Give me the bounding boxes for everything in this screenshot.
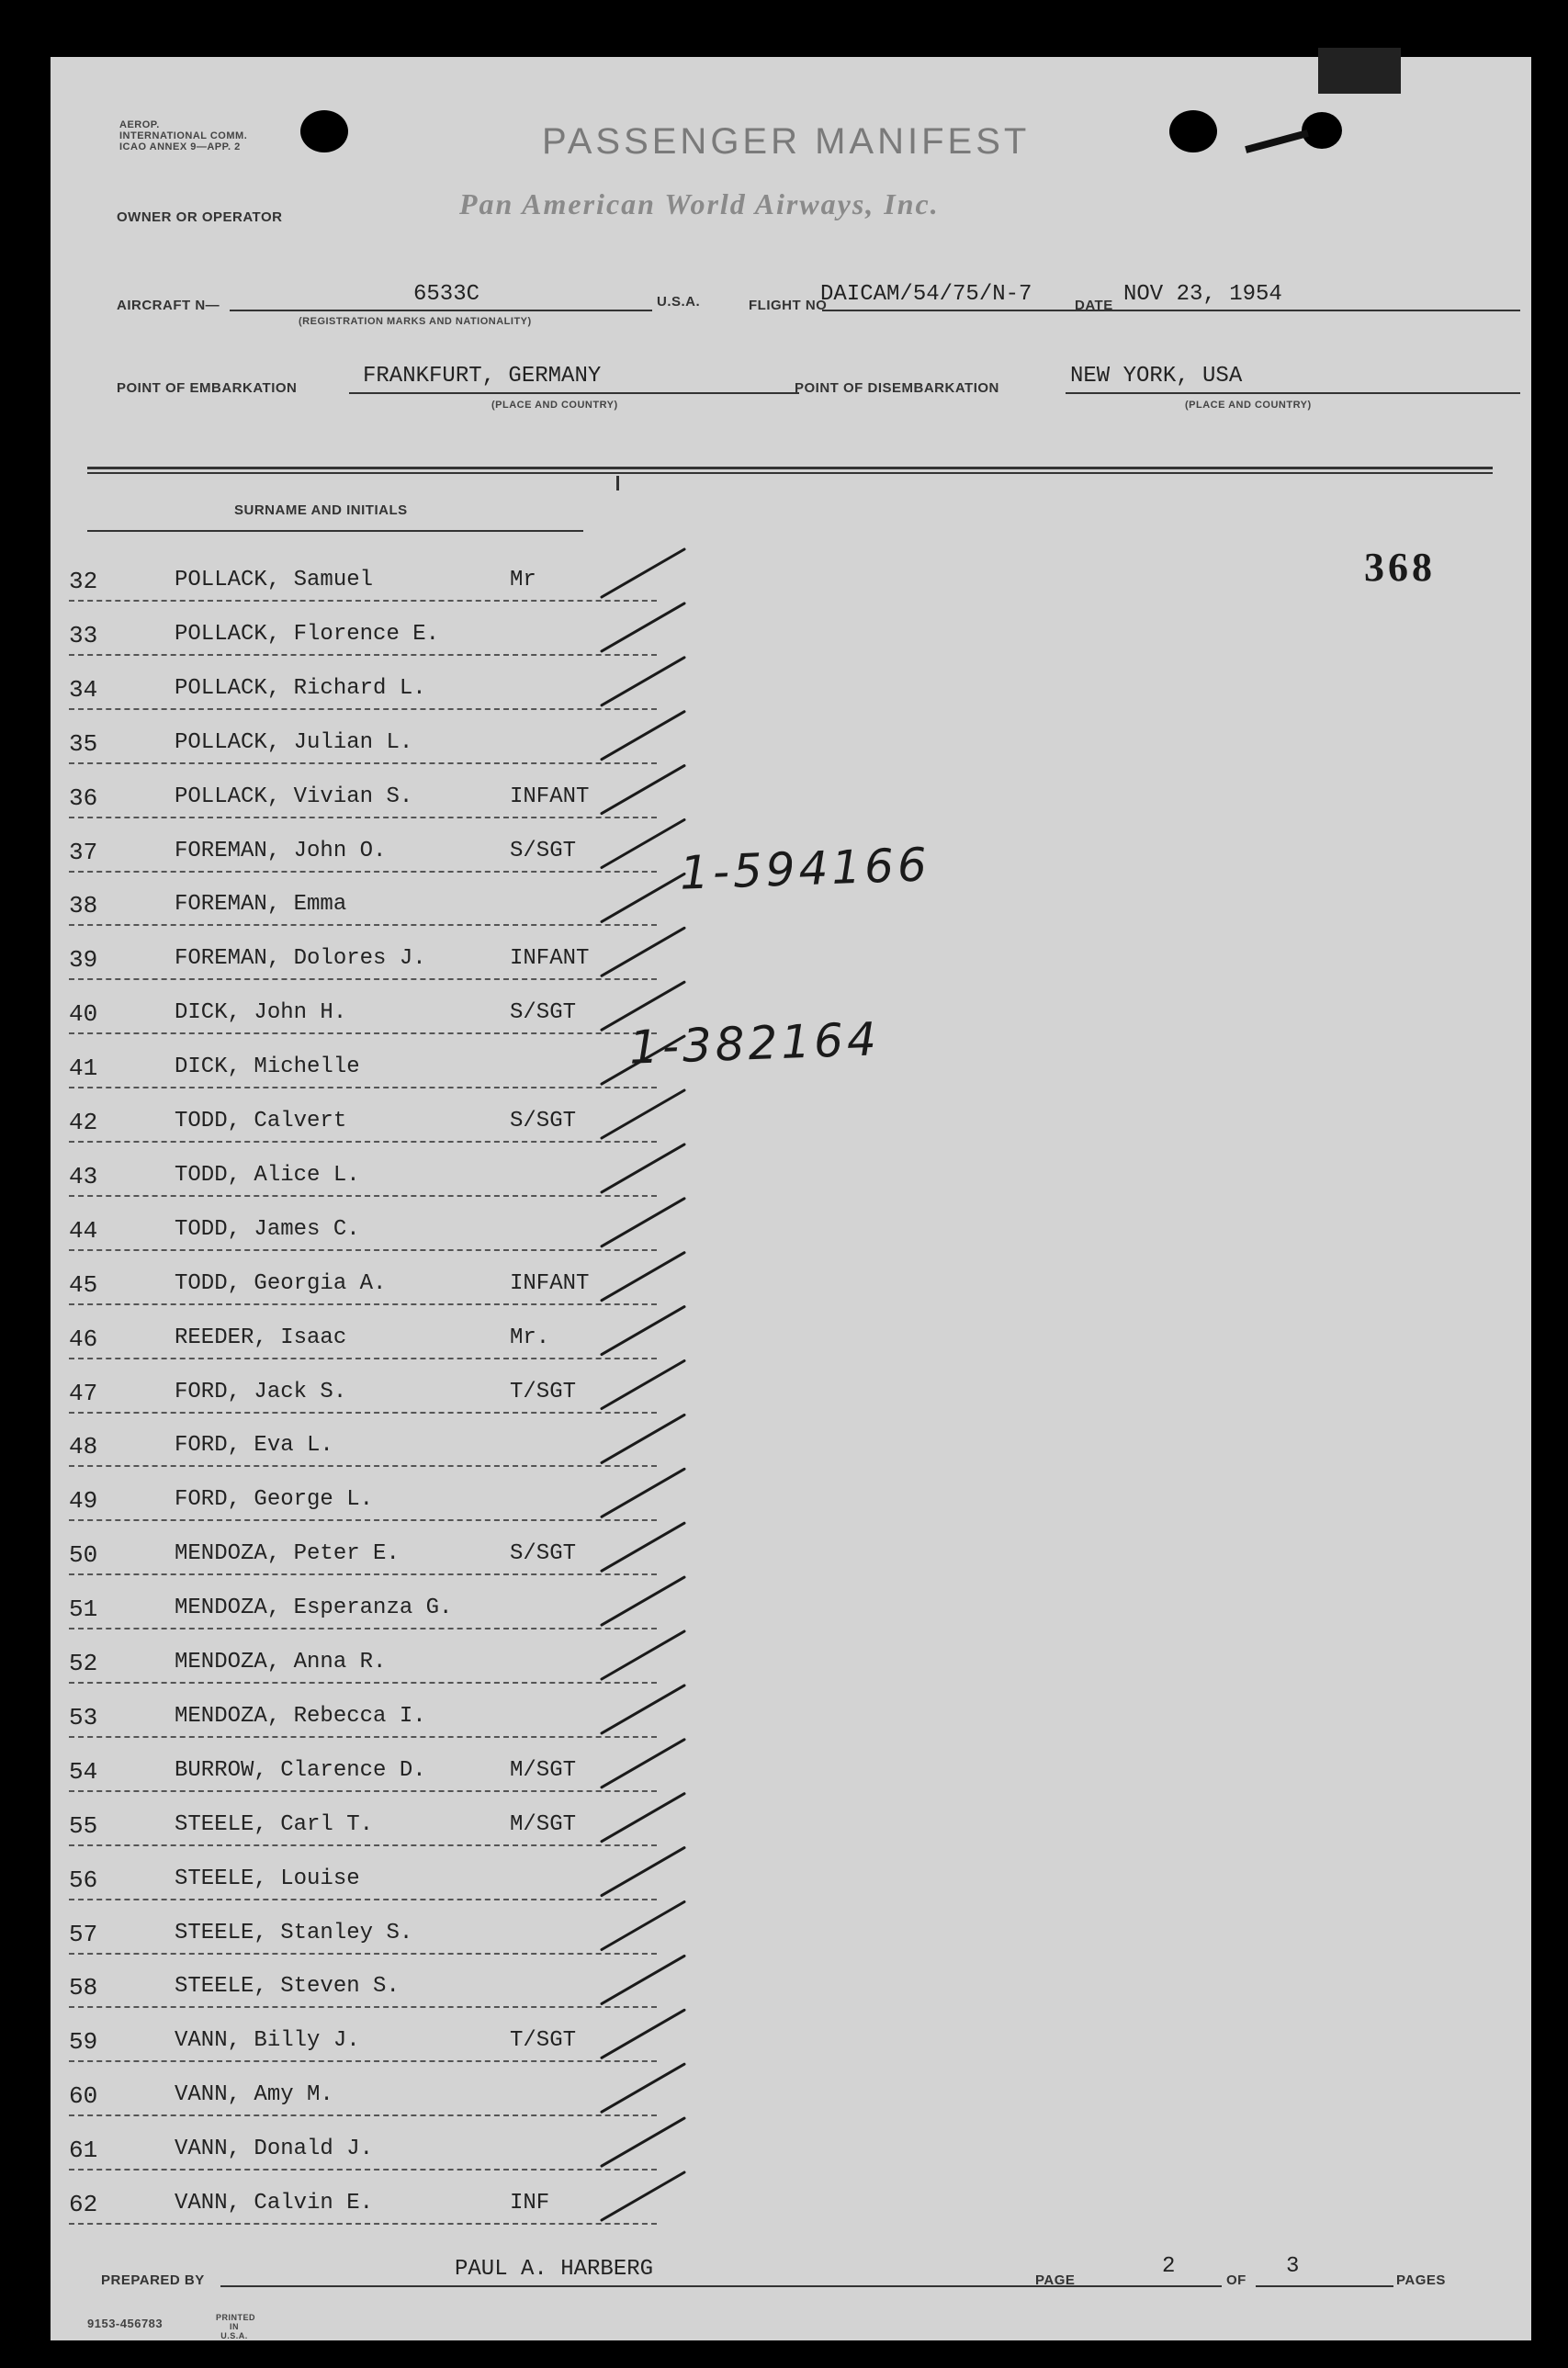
row-underline <box>69 1303 657 1305</box>
passenger-number: 53 <box>69 1703 98 1731</box>
passenger-name: FOREMAN, Dolores J. <box>175 946 426 972</box>
passenger-name: STEELE, Stanley S. <box>175 1920 413 1945</box>
passenger-name: MENDOZA, Esperanza G. <box>175 1596 453 1621</box>
passenger-title: T/SGT <box>510 1379 577 1404</box>
passenger-name: VANN, Amy M. <box>175 2082 333 2108</box>
punch-hole-right-2 <box>1302 112 1342 149</box>
passenger-title: INFANT <box>510 1270 590 1296</box>
passenger-name: FOREMAN, Emma <box>175 892 347 918</box>
row-underline <box>69 2114 657 2116</box>
passenger-name: STEELE, Steven S. <box>175 1974 400 2000</box>
aircraft-label: AIRCRAFT N— <box>117 298 220 313</box>
row-underline <box>69 1032 657 1034</box>
passenger-row <box>69 1092 657 1146</box>
passenger-number: 37 <box>69 838 98 866</box>
passenger-name: VANN, Donald J. <box>175 2137 374 2162</box>
page-label: PAGE <box>1035 2272 1076 2288</box>
pages-label: PAGES <box>1396 2272 1446 2288</box>
header-rule-2 <box>87 472 1493 474</box>
page-title: PASSENGER MANIFEST <box>542 121 1031 162</box>
row-underline <box>69 2223 657 2225</box>
passenger-name: TODD, James C. <box>175 1216 360 1242</box>
passenger-row <box>69 1796 657 1850</box>
passenger-row <box>69 1742 657 1796</box>
embark-place: FRANKFURT, GERMANY <box>363 364 602 389</box>
aircraft-line <box>230 310 652 311</box>
flight-number: DAICAM/54/75/N-7 <box>820 282 1032 307</box>
passenger-row <box>69 2120 657 2174</box>
passenger-name: STEELE, Louise <box>175 1866 360 1891</box>
row-underline <box>69 1519 657 1521</box>
usa-label: U.S.A. <box>657 294 701 310</box>
passenger-name: DICK, Michelle <box>175 1054 360 1080</box>
of-label: OF <box>1226 2272 1247 2288</box>
passenger-number: 34 <box>69 675 98 704</box>
passenger-number: 33 <box>69 621 98 649</box>
printed-mark: PRINTED IN U.S.A. <box>216 2313 256 2340</box>
column-header-line <box>87 530 583 532</box>
owner-label: OWNER OR OPERATOR <box>117 209 283 225</box>
form-ref-3: ICAO ANNEX 9—APP. 2 <box>119 141 241 152</box>
passenger-row <box>69 1633 657 1687</box>
prepared-by-line <box>220 2285 1089 2287</box>
passenger-row <box>69 1850 657 1904</box>
passenger-number: 48 <box>69 1433 98 1461</box>
passenger-name: MENDOZA, Peter E. <box>175 1541 400 1567</box>
column-header: SURNAME AND INITIALS <box>234 502 408 518</box>
embark-caption: (PLACE AND COUNTRY) <box>491 400 618 411</box>
embark-line <box>349 392 799 394</box>
passenger-number: 32 <box>69 568 98 595</box>
row-underline <box>69 654 657 656</box>
disembark-caption: (PLACE AND COUNTRY) <box>1185 400 1312 411</box>
passenger-row <box>69 714 657 768</box>
passenger-name: MENDOZA, Anna R. <box>175 1650 387 1675</box>
aircraft-number: 6533C <box>413 282 480 307</box>
row-underline <box>69 1736 657 1738</box>
passenger-number: 50 <box>69 1541 98 1570</box>
passenger-number: 60 <box>69 2082 98 2111</box>
passenger-name: POLLACK, Florence E. <box>175 621 440 647</box>
date-line <box>1125 310 1520 311</box>
passenger-number: 56 <box>69 1866 98 1894</box>
row-underline <box>69 600 657 602</box>
passenger-number: 43 <box>69 1162 98 1190</box>
of-line <box>1256 2285 1393 2287</box>
passenger-row <box>69 551 657 605</box>
passenger-number: 41 <box>69 1054 98 1083</box>
prepared-by-label: PREPARED BY <box>101 2272 205 2288</box>
passenger-title: Mr <box>510 568 536 592</box>
passenger-title: Mr. <box>510 1325 550 1350</box>
passenger-number: 39 <box>69 946 98 975</box>
passenger-row <box>69 768 657 822</box>
passenger-number: 35 <box>69 729 98 758</box>
passenger-row <box>69 1038 657 1092</box>
passenger-title: INF <box>510 2191 550 2216</box>
passenger-name: POLLACK, Samuel <box>175 568 374 592</box>
row-underline <box>69 1412 657 1414</box>
passenger-row <box>69 1416 657 1471</box>
page-line <box>1084 2285 1222 2287</box>
passenger-row <box>69 875 657 930</box>
row-underline <box>69 1628 657 1629</box>
passenger-row <box>69 2174 657 2228</box>
passenger-number: 62 <box>69 2191 98 2218</box>
row-underline <box>69 1249 657 1251</box>
disembark-label: POINT OF DISEMBARKATION <box>795 380 999 396</box>
passenger-name: DICK, John H. <box>175 1000 347 1026</box>
punch-hole-left <box>300 110 348 152</box>
passenger-number: 51 <box>69 1596 98 1624</box>
row-underline <box>69 1844 657 1846</box>
passenger-row <box>69 605 657 660</box>
passenger-row <box>69 1904 657 1958</box>
passenger-row <box>69 2012 657 2066</box>
row-underline <box>69 2060 657 2062</box>
prepared-by-name: PAUL A. HARBERG <box>455 2257 654 2282</box>
passenger-row <box>69 984 657 1038</box>
passenger-number: 47 <box>69 1379 98 1407</box>
passenger-name: REEDER, Isaac <box>175 1325 347 1350</box>
passenger-title: INFANT <box>510 946 590 972</box>
row-underline <box>69 1790 657 1792</box>
passenger-number: 59 <box>69 2028 98 2057</box>
corner-tab <box>1318 48 1401 94</box>
passenger-name: VANN, Billy J. <box>175 2028 360 2054</box>
row-underline <box>69 1899 657 1900</box>
row-underline <box>69 1195 657 1197</box>
passenger-row <box>69 822 657 876</box>
row-underline <box>69 871 657 873</box>
passenger-row <box>69 1363 657 1417</box>
passenger-row <box>69 1525 657 1579</box>
passenger-row <box>69 1146 657 1201</box>
page-total: 3 <box>1286 2254 1300 2279</box>
row-underline <box>69 1682 657 1684</box>
row-underline <box>69 978 657 980</box>
passenger-title: S/SGT <box>510 1000 577 1026</box>
passenger-name: FORD, Eva L. <box>175 1433 333 1459</box>
passenger-name: TODD, Georgia A. <box>175 1270 387 1296</box>
passenger-name: MENDOZA, Rebecca I. <box>175 1703 426 1729</box>
row-underline <box>69 1087 657 1088</box>
form-ref-2: INTERNATIONAL COMM. <box>119 130 248 141</box>
flight-date: NOV 23, 1954 <box>1123 282 1282 307</box>
passenger-row <box>69 1957 657 2012</box>
passenger-name: POLLACK, Julian L. <box>175 729 413 755</box>
tear-mark <box>1245 130 1309 153</box>
row-underline <box>69 2169 657 2171</box>
column-tick <box>616 476 619 491</box>
passenger-row <box>69 1687 657 1742</box>
row-underline <box>69 708 657 710</box>
passenger-title: S/SGT <box>510 1109 577 1133</box>
passenger-row <box>69 660 657 714</box>
passenger-number: 45 <box>69 1270 98 1299</box>
passenger-row <box>69 1201 657 1255</box>
passenger-number: 58 <box>69 1974 98 2002</box>
row-underline <box>69 762 657 764</box>
passenger-title: S/SGT <box>510 1541 577 1567</box>
row-underline <box>69 817 657 818</box>
passenger-number: 36 <box>69 784 98 812</box>
passenger-title: S/SGT <box>510 838 577 863</box>
passenger-name: BURROW, Clarence D. <box>175 1757 426 1783</box>
passenger-row <box>69 1471 657 1525</box>
passenger-number: 55 <box>69 1811 98 1840</box>
passenger-name: POLLACK, Vivian S. <box>175 784 413 809</box>
stamp-number: 368 <box>1364 545 1436 590</box>
passenger-name: FOREMAN, John O. <box>175 838 387 863</box>
passenger-number: 46 <box>69 1325 98 1353</box>
registration-caption: (REGISTRATION MARKS AND NATIONALITY) <box>299 316 532 327</box>
row-underline <box>69 924 657 926</box>
passenger-name: POLLACK, Richard L. <box>175 675 426 701</box>
passenger-name: VANN, Calvin E. <box>175 2191 374 2216</box>
passenger-title: M/SGT <box>510 1757 577 1783</box>
passenger-number: 40 <box>69 1000 98 1029</box>
passenger-title: M/SGT <box>510 1811 577 1837</box>
row-underline <box>69 1358 657 1359</box>
passenger-title: INFANT <box>510 784 590 809</box>
passenger-row <box>69 1309 657 1363</box>
passenger-name: TODD, Alice L. <box>175 1162 360 1188</box>
passenger-row <box>69 1255 657 1309</box>
header-rule-1 <box>87 467 1493 469</box>
passenger-number: 52 <box>69 1650 98 1677</box>
passenger-name: STEELE, Carl T. <box>175 1811 374 1837</box>
date-label: DATE <box>1075 298 1113 313</box>
footer-code: 9153-456783 <box>87 2317 164 2330</box>
operator-name: Pan American World Airways, Inc. <box>459 187 940 220</box>
passenger-row <box>69 2066 657 2120</box>
passenger-row <box>69 930 657 984</box>
passenger-number: 44 <box>69 1216 98 1245</box>
passenger-name: TODD, Calvert <box>175 1109 347 1133</box>
passenger-number: 38 <box>69 892 98 920</box>
row-underline <box>69 1465 657 1467</box>
punch-hole-right <box>1169 110 1217 152</box>
passenger-number: 57 <box>69 1920 98 1948</box>
row-underline <box>69 1141 657 1143</box>
row-underline <box>69 1953 657 1955</box>
passenger-number: 61 <box>69 2137 98 2165</box>
row-underline <box>69 1573 657 1575</box>
page-number: 2 <box>1162 2254 1176 2279</box>
passenger-name: FORD, Jack S. <box>175 1379 347 1404</box>
passenger-row <box>69 1579 657 1633</box>
passenger-number: 49 <box>69 1487 98 1516</box>
passenger-title: T/SGT <box>510 2028 577 2054</box>
handwritten-number-1: 1-594166 <box>679 838 931 900</box>
passenger-name: FORD, George L. <box>175 1487 374 1513</box>
handwritten-number-2: 1-382164 <box>628 1012 881 1075</box>
disembark-place: NEW YORK, USA <box>1070 364 1243 389</box>
flight-label: FLIGHT NO <box>749 298 828 313</box>
disembark-line <box>1066 392 1520 394</box>
embark-label: POINT OF EMBARKATION <box>117 380 298 396</box>
form-ref-1: AEROP. <box>119 119 160 130</box>
passenger-number: 42 <box>69 1109 98 1136</box>
manifest-sheet <box>51 57 1531 2340</box>
passenger-number: 54 <box>69 1757 98 1786</box>
row-underline <box>69 2006 657 2008</box>
